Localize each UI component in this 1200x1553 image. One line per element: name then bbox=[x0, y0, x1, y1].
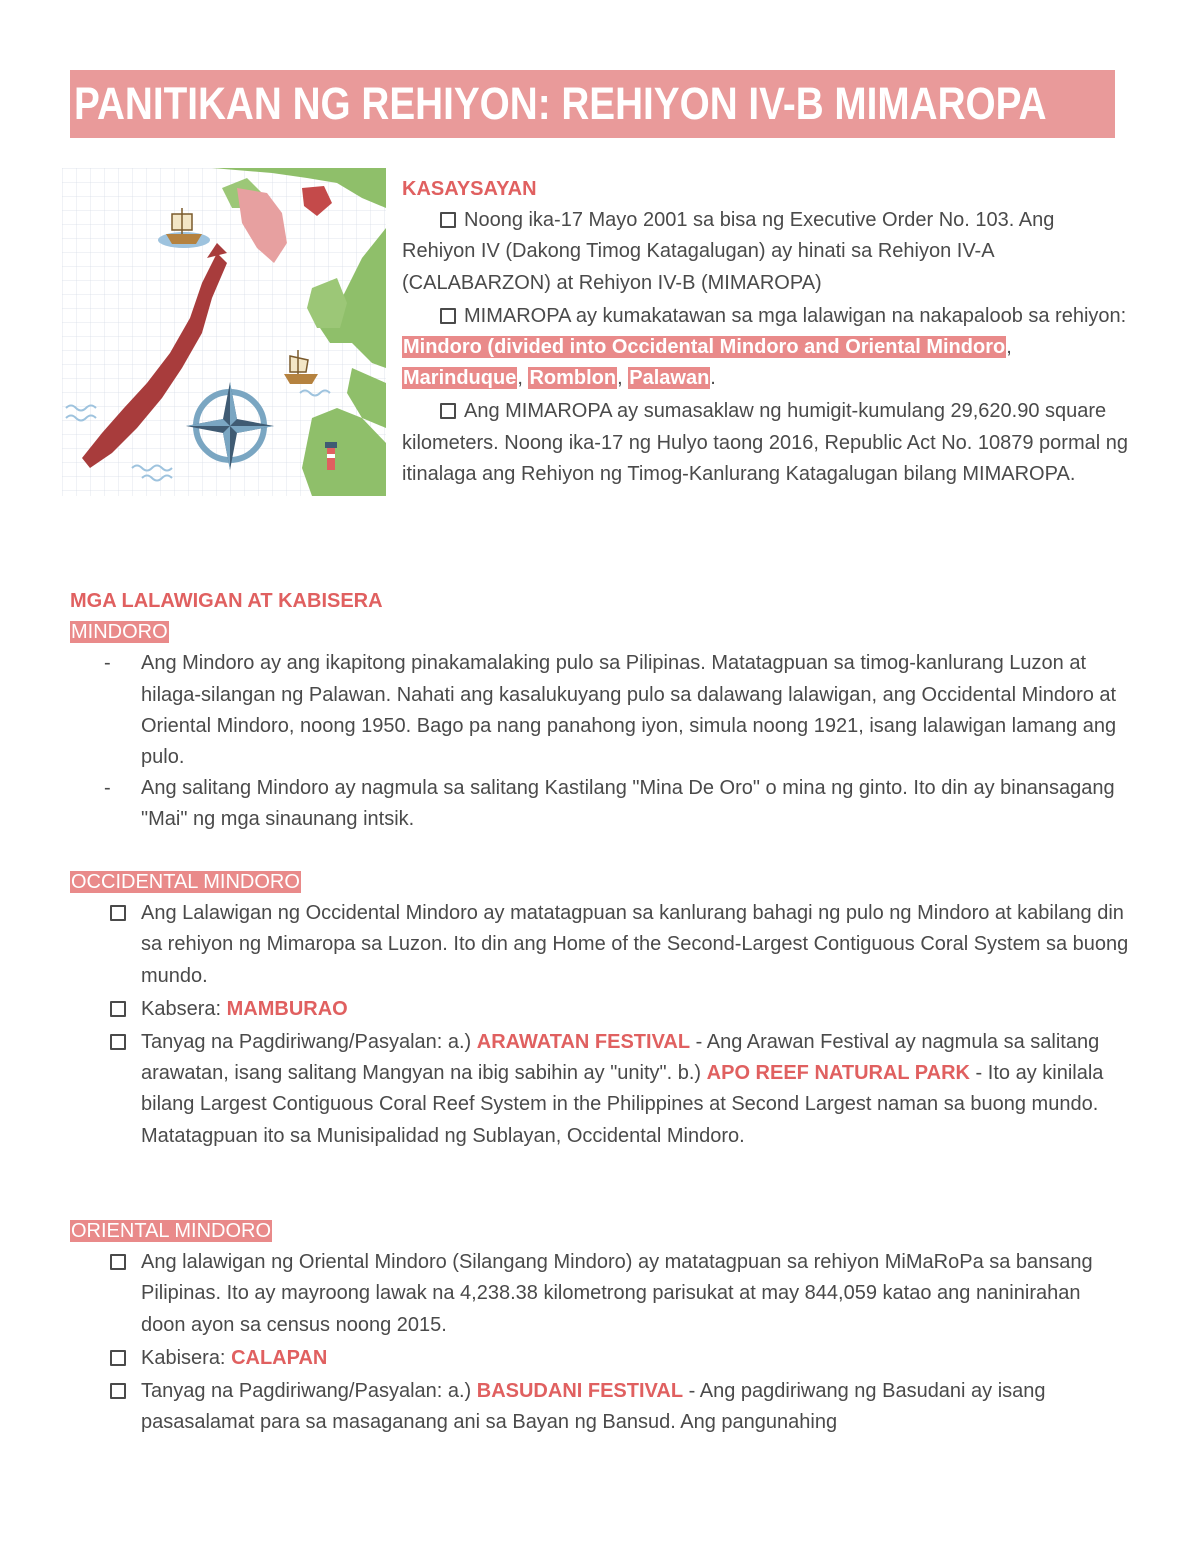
kasaysayan-heading: KASAYSAYAN bbox=[402, 178, 537, 200]
checkbox-icon bbox=[440, 403, 456, 419]
list-item bbox=[70, 994, 1130, 1025]
period: . bbox=[710, 367, 716, 390]
list-item bbox=[70, 648, 1130, 773]
highlight-romblon: Romblon bbox=[529, 367, 617, 390]
mindoro-b2: Ang salitang Mindoro ay nagmula sa salitang Kastilang "Mina De Oro" o mina ng ginto. Ito din ay binansagang "Mai" ng mga sinaunang intsik. bbox=[141, 777, 1115, 831]
kabisera-label: Kabsera: bbox=[141, 997, 227, 1020]
list-item bbox=[70, 898, 1130, 992]
park-name: APO REEF NATURAL PARK bbox=[706, 1062, 970, 1085]
dash-marker: - bbox=[104, 777, 111, 800]
page-title: PANITIKAN NG REHIYON: REHIYON IV-B MIMAROPA bbox=[74, 78, 1047, 129]
highlight-marinduque: Marinduque bbox=[403, 367, 517, 390]
philippines-map-illustration bbox=[62, 168, 386, 496]
kasaysayan-p3: Ang MIMAROPA ay sumasaklaw ng humigit-kumulang 29,620.90 square kilometers. Noong ika-17 ng Hulyo taong 2016, Republic Act No. 10879 pormal ng itinalaga ang Rehiyon ng Timog-Kanlurang Katagalugan bilang MIMAROPA. bbox=[402, 400, 1128, 485]
mindoro-section bbox=[70, 586, 1130, 836]
kasaysayan-section bbox=[402, 174, 1132, 490]
list-item bbox=[70, 1247, 1130, 1341]
checkbox-icon bbox=[110, 1350, 126, 1366]
festival-name: ARAWATAN FESTIVAL bbox=[476, 1031, 691, 1054]
list-item bbox=[70, 1343, 1130, 1374]
checkbox-icon bbox=[110, 905, 126, 921]
separator: , bbox=[517, 367, 529, 390]
festival-name: BASUDANI FESTIVAL bbox=[476, 1380, 684, 1403]
occidental-label: OCCIDENTAL MINDORO bbox=[71, 871, 300, 893]
checkbox-icon bbox=[440, 308, 456, 324]
oriental-label: ORIENTAL MINDORO bbox=[71, 1220, 272, 1242]
festival-label: Tanyag na Pagdiriwang/Pasyalan: a.) bbox=[141, 1380, 477, 1403]
occidental-capital: MAMBURAO bbox=[226, 997, 348, 1020]
mindoro-b1: Ang Mindoro ay ang ikapitong pinakamalaking pulo sa Pilipinas. Matatagpuan sa timog-kanlurang Luzon at hilaga-silangan ng Palawan. Nahati ang kasalukuyang pulo sa dalawang lalawigan, ang Occidental Mindoro at Oriental Mindoro, noong 1950. Bago pa nang panahong iyon, simula noong 1921, isang lalawigan lamang ang pulo. bbox=[141, 652, 1117, 769]
festival-desc: - Ang Arawan Festival ay nagmula sa salitang arawatan, isang salitang Mangyan na ibig sabihin ay "unity". b.) bbox=[141, 1031, 1100, 1085]
lalawigan-heading: MGA LALAWIGAN AT KABISERA bbox=[70, 590, 383, 612]
festival-desc: - Ang pagdiriwang ng Basudani ay isang pasasalamat para sa masaganang ani sa Bayan ng Bansud. Ang pangunahing bbox=[141, 1380, 1046, 1434]
checkbox-icon bbox=[440, 212, 456, 228]
checkbox-icon bbox=[110, 1001, 126, 1017]
oriental-section bbox=[70, 1216, 1130, 1438]
kasaysayan-p1: Noong ika-17 Mayo 2001 sa bisa ng Executive Order No. 103. Ang Rehiyon IV (Dakong Timog Katagalugan) ay hinati sa Rehiyon IV-A (CALABARZON) at Rehiyon IV-B (MIMAROPA) bbox=[402, 209, 1055, 294]
list-item bbox=[70, 773, 1130, 835]
highlight-palawan: Palawan bbox=[629, 367, 710, 390]
kabisera-label: Kabisera: bbox=[141, 1346, 232, 1369]
park-desc: - Ito ay kinilala bilang Largest Contiguous Coral Reef System in the Philippines at Second Largest naman sa buong mundo. Matatagpuan ito sa Munisipalidad ng Sublayan, Occidental Mindoro. bbox=[141, 1062, 1104, 1147]
separator: , bbox=[1006, 336, 1012, 359]
checkbox-icon bbox=[110, 1254, 126, 1270]
dash-marker: - bbox=[104, 652, 111, 675]
highlight-mindoro: Mindoro (divided into Occidental Mindoro and Oriental Mindoro bbox=[403, 336, 1006, 359]
checkbox-icon bbox=[110, 1034, 126, 1050]
occidental-b1: Ang Lalawigan ng Occidental Mindoro ay matatagpuan sa kanlurang bahagi ng pulo ng Mindoro at kabilang din sa rehiyon ng Mimaropa sa Luzon. Ito din ang Home of the Second-Largest Contiguous Coral System sa buong mundo. bbox=[141, 902, 1129, 987]
checkbox-icon bbox=[110, 1383, 126, 1399]
separator: , bbox=[617, 367, 629, 390]
oriental-capital: CALAPAN bbox=[231, 1346, 328, 1369]
oriental-b1: Ang lalawigan ng Oriental Mindoro (Silangang Mindoro) ay matatagpuan sa rehiyon MiMaRoPa sa bansang Pilipinas. Ito ay mayroong lawak na 4,238.38 kilometrong parisukat at may 844,059 katao ang naninirahan doon ayon sa census noong 2015. bbox=[141, 1251, 1093, 1336]
kasaysayan-p2-pre: MIMAROPA ay kumakatawan sa mga lalawigan na nakapaloob sa rehiyon: bbox=[464, 304, 1127, 327]
list-item bbox=[70, 1027, 1130, 1152]
list-item bbox=[70, 1376, 1130, 1438]
mindoro-label: MINDORO bbox=[71, 621, 168, 644]
occidental-section bbox=[70, 867, 1130, 1152]
festival-label: Tanyag na Pagdiriwang/Pasyalan: a.) bbox=[141, 1031, 477, 1054]
